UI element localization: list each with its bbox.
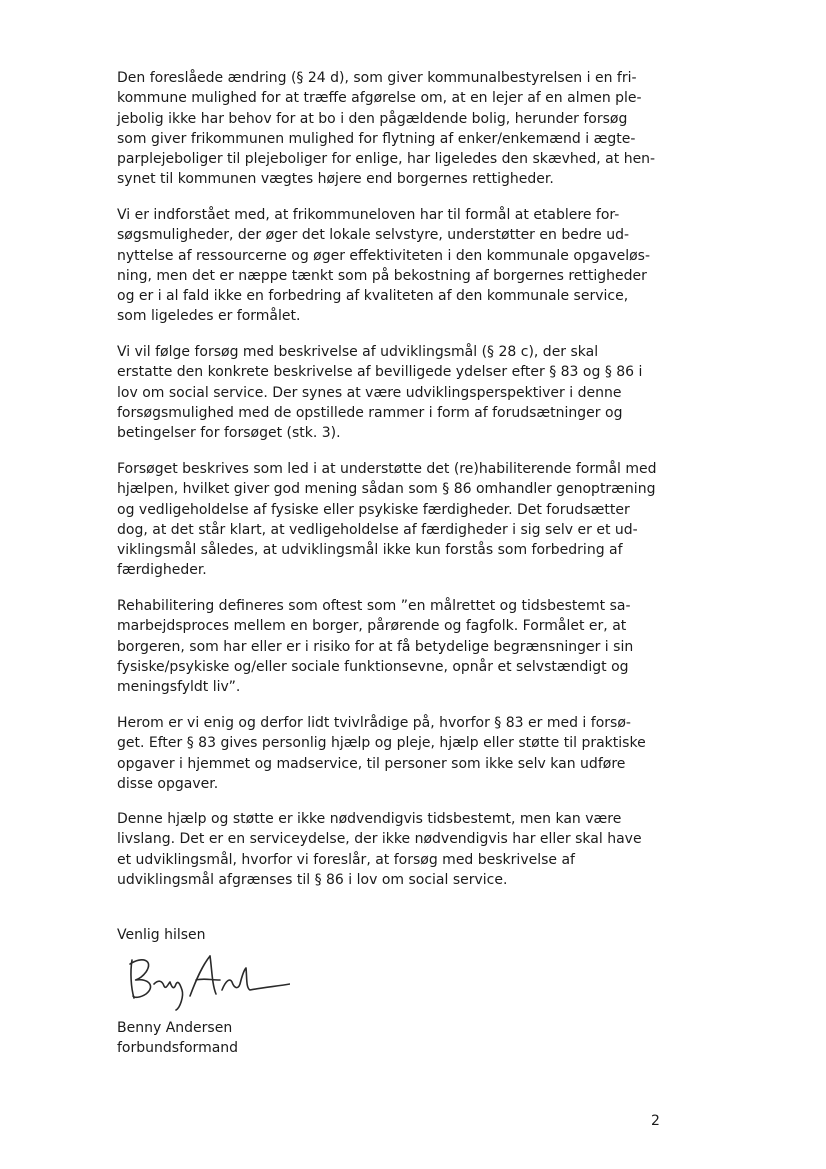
text-line: Rehabilitering defineres som oftest som ”en målrettet og tidsbestemt sa- — [117, 598, 631, 614]
paragraph-1 — [117, 68, 677, 190]
text-line: et udviklingsmål, hvorfor vi foreslår, at forsøg med beskrivelse af — [117, 851, 575, 868]
text-line: borgeren, som har eller er i risiko for at få betydelige begrænsninger i sin — [117, 638, 634, 655]
text-line: disse opgaver. — [117, 775, 219, 792]
text-line: livslang. Det er en serviceydelse, der ikke nødvendigvis har eller skal have — [117, 831, 642, 848]
text-line: som giver frikommunen mulighed for flytning af enker/enkemænd i ægte- — [117, 130, 636, 147]
text-line: Forsøget beskrives som led i at understøtte det (re)habiliterende formål med — [117, 461, 657, 477]
text-line: Den foreslåede ændring (§ 24 d), som giver kommunalbestyrelsen i en fri- — [117, 70, 637, 86]
paragraph-7 — [117, 809, 677, 890]
text-line: marbejdsproces mellem en borger, pårørende og fagfolk. Formålet er, at — [117, 618, 627, 635]
text-line: nyttelse af ressourcerne og øger effektiviteten i den kommunale opgaveløs- — [117, 247, 650, 264]
paragraph-2 — [117, 205, 677, 327]
text-line: lov om social service. Der synes at være udviklingsperspektiver i denne — [117, 384, 622, 401]
handwritten-signature — [120, 950, 290, 1012]
text-line: og er i al fald ikke en forbedring af kvaliteten af den kommunale service, — [117, 288, 629, 305]
text-line: fysiske/psykiske og/eller sociale funktionsevne, opnår et selvstændigt og — [117, 658, 629, 675]
text-line: Vi er indforstået med, at frikommuneloven har til formål at etablere for- — [117, 207, 620, 223]
text-line: søgsmuligheder, der øger det lokale selvstyre, understøtter en bedre ud- — [117, 227, 630, 244]
text-line: udviklingsmål afgrænses til § 86 i lov om social service. — [117, 871, 508, 888]
text-line: ning, men det er næppe tænkt som på bekostning af borgernes rettigheder — [117, 267, 647, 284]
text-line: opgaver i hjemmet og madservice, til personer som ikke selv kan udføre — [117, 755, 626, 772]
paragraph-6 — [117, 713, 677, 794]
text-line: Denne hjælp og støtte er ikke nødvendigvis tidsbestemt, men kan være — [117, 811, 622, 827]
text-line: Herom er vi enig og derfor lidt tvivlrådige på, hvorfor § 83 er med i forsø- — [117, 715, 631, 731]
signer-title: forbundsformand — [117, 1040, 239, 1056]
closing-greeting: Venlig hilsen — [117, 927, 206, 943]
page-number: 2 — [651, 1113, 660, 1129]
text-line: viklingsmål således, at udviklingsmål ikke kun forstås som forbedring af — [117, 542, 623, 559]
text-line: jebolig ikke har behov for at bo i den pågældende bolig, herunder forsøg — [117, 110, 628, 127]
signer-name: Benny Andersen — [117, 1020, 233, 1036]
text-line: forsøgsmulighed med de opstillede rammer i form af forudsætninger og — [117, 404, 623, 421]
text-line: som ligeledes er formålet. — [117, 308, 301, 325]
paragraph-3 — [117, 342, 677, 443]
text-line: get. Efter § 83 gives personlig hjælp og pleje, hjælp eller støtte til praktiske — [117, 735, 646, 752]
text-line: betingelser for forsøget (stk. 3). — [117, 425, 341, 442]
text-line: dog, at det står klart, at vedligeholdelse af færdigheder i sig selv er et ud- — [117, 521, 638, 538]
text-line: hjælpen, hvilket giver god mening sådan som § 86 omhandler genoptræning — [117, 481, 656, 498]
paragraph-4 — [117, 459, 677, 581]
text-line: meningsfyldt liv”. — [117, 679, 241, 696]
text-line: erstatte den konkrete beskrivelse af bevilligede ydelser efter § 83 og § 86 i — [117, 364, 643, 381]
text-line: og vedligeholdelse af fysiske eller psykiske færdigheder. Det forudsætter — [117, 501, 630, 518]
paragraph-5 — [117, 596, 677, 697]
text-line: synet til kommunen vægtes højere end borgernes rettigheder. — [117, 171, 554, 188]
text-line: færdigheder. — [117, 562, 207, 579]
text-line: kommune mulighed for at træffe afgørelse om, at en lejer af en almen ple- — [117, 90, 642, 107]
text-line: Vi vil følge forsøg med beskrivelse af udviklingsmål (§ 28 c), der skal — [117, 344, 599, 360]
text-line: parplejeboliger til plejeboliger for enlige, har ligeledes den skævhed, at hen- — [117, 151, 656, 168]
